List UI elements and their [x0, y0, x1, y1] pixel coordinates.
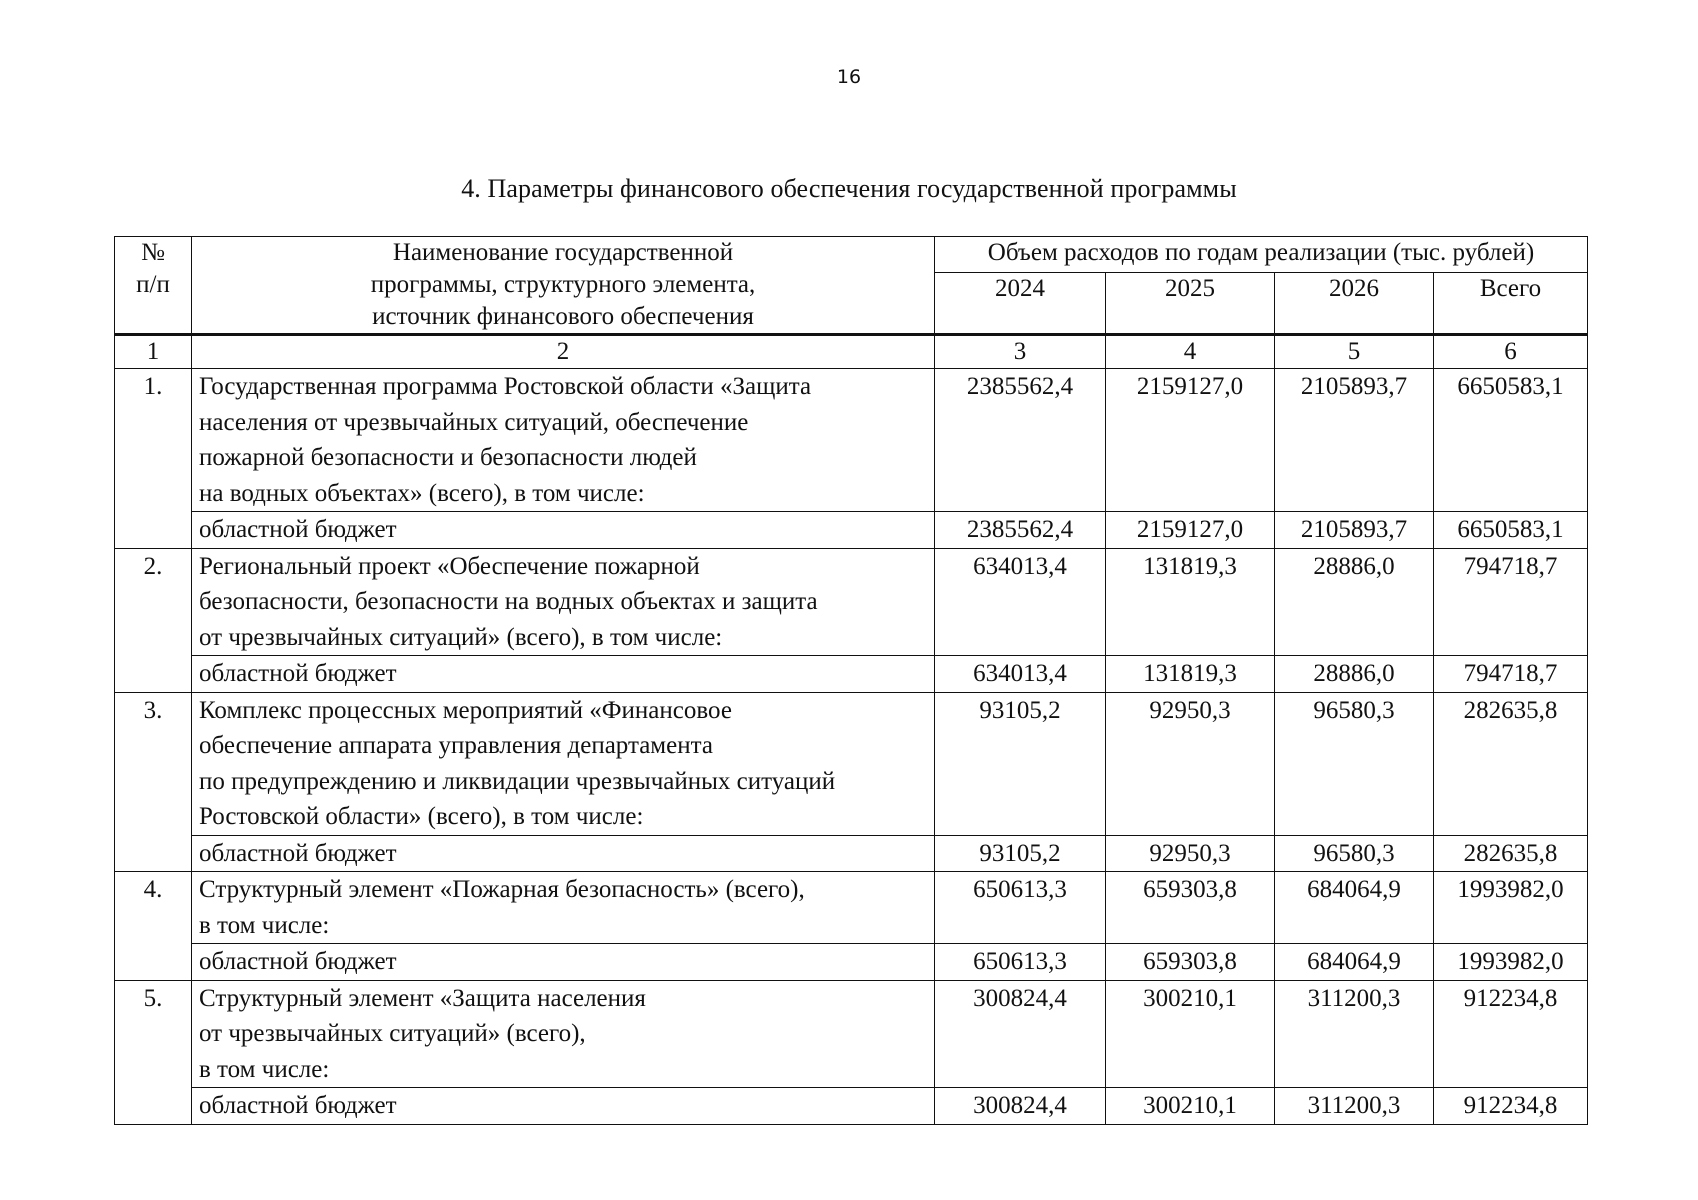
- row-name-line: Региональный проект «Обеспечение пожарной: [199, 552, 700, 580]
- budget-source-value: 311200,3: [1275, 1088, 1434, 1125]
- table-row: [115, 369, 1588, 512]
- budget-source-value: 131819,3: [1106, 656, 1275, 693]
- table-row-subtotal: [115, 512, 1588, 549]
- header-name-col: [192, 237, 935, 335]
- header-total: Всего: [1434, 273, 1588, 335]
- budget-source-value: 1993982,0: [1434, 944, 1588, 981]
- row-value: 2159127,0: [1106, 369, 1275, 512]
- page-number: 16: [836, 66, 862, 88]
- budget-source-label: областной бюджет: [192, 835, 935, 872]
- row-name-line: Структурный элемент «Пожарная безопасность» (всего),: [199, 876, 805, 903]
- header-name-line: источник финансового обеспечения: [372, 303, 754, 330]
- budget-source-value: 2385562,4: [935, 512, 1106, 549]
- column-number: 3: [935, 335, 1106, 369]
- row-value: 92950,3: [1106, 692, 1275, 835]
- row-name-line: в том числе:: [199, 1055, 330, 1083]
- header-year-2024: 2024: [935, 273, 1106, 335]
- header-volume-group: Объем расходов по годам реализации (тыс. рублей): [935, 237, 1588, 273]
- row-name: [192, 548, 935, 656]
- row-value: 659303,8: [1106, 872, 1275, 944]
- table-row: [115, 548, 1588, 656]
- row-value: 912234,8: [1434, 980, 1588, 1088]
- header-year-2026: 2026: [1275, 273, 1434, 335]
- header-number-col: [115, 237, 192, 335]
- row-name: [192, 980, 935, 1088]
- table-row-subtotal: [115, 1088, 1588, 1125]
- header-number-abbr: п/п: [136, 271, 170, 298]
- table-row: [115, 980, 1588, 1088]
- budget-source-value: 92950,3: [1106, 835, 1275, 872]
- row-value: 93105,2: [935, 692, 1106, 835]
- budget-source-label: областной бюджет: [192, 656, 935, 693]
- row-name-line: Ростовской области» (всего), в том числе:: [199, 803, 644, 830]
- row-value: 282635,8: [1434, 692, 1588, 835]
- row-value: 650613,3: [935, 872, 1106, 944]
- column-number: 2: [192, 335, 935, 369]
- budget-source-value: 659303,8: [1106, 944, 1275, 981]
- column-number: 1: [115, 335, 192, 369]
- budget-source-value: 2105893,7: [1275, 512, 1434, 549]
- row-number: 1.: [115, 369, 192, 549]
- row-number: 5.: [115, 980, 192, 1124]
- budget-source-value: 794718,7: [1434, 656, 1588, 693]
- row-name: [192, 872, 935, 944]
- row-value: 28886,0: [1275, 548, 1434, 656]
- budget-source-value: 96580,3: [1275, 835, 1434, 872]
- row-value: 96580,3: [1275, 692, 1434, 835]
- row-value: 6650583,1: [1434, 369, 1588, 512]
- column-numbers-row: [115, 335, 1588, 369]
- row-name-line: от чрезвычайных ситуаций» (всего), в том числе:: [199, 623, 723, 651]
- budget-source-value: 2159127,0: [1106, 512, 1275, 549]
- row-name-line: пожарной безопасности и безопасности людей: [199, 444, 697, 471]
- section-title: 4. Параметры финансового обеспечения государственной программы: [461, 174, 1237, 203]
- column-number: 6: [1434, 335, 1588, 369]
- column-number: 5: [1275, 335, 1434, 369]
- row-name: [192, 369, 935, 512]
- row-name-line: Государственная программа Ростовской области «Защита: [199, 373, 812, 400]
- row-value: 300210,1: [1106, 980, 1275, 1088]
- row-value: 684064,9: [1275, 872, 1434, 944]
- row-name-line: Комплекс процессных мероприятий «Финансовое: [199, 696, 732, 724]
- row-value: 311200,3: [1275, 980, 1434, 1088]
- row-value: 634013,4: [935, 548, 1106, 656]
- budget-source-value: 6650583,1: [1434, 512, 1588, 549]
- row-name-line: на водных объектах» (всего), в том числе:: [199, 479, 645, 507]
- row-value: 2105893,7: [1275, 369, 1434, 512]
- budget-source-value: 300824,4: [935, 1088, 1106, 1125]
- header-number-symbol: №: [141, 239, 165, 266]
- financing-table: [114, 236, 1588, 1125]
- row-value: 2385562,4: [935, 369, 1106, 512]
- budget-source-value: 650613,3: [935, 944, 1106, 981]
- row-name-line: от чрезвычайных ситуаций» (всего),: [199, 1020, 586, 1047]
- row-value: 794718,7: [1434, 548, 1588, 656]
- row-name: [192, 692, 935, 835]
- row-name-line: безопасности, безопасности на водных объектах и защита: [199, 588, 818, 615]
- budget-source-value: 684064,9: [1275, 944, 1434, 981]
- table-row: [115, 872, 1588, 944]
- row-value: 131819,3: [1106, 548, 1275, 656]
- row-name-line: обеспечение аппарата управления департамента: [199, 732, 713, 759]
- column-number: 4: [1106, 335, 1275, 369]
- budget-source-value: 93105,2: [935, 835, 1106, 872]
- budget-source-value: 282635,8: [1434, 835, 1588, 872]
- row-number: 2.: [115, 548, 192, 692]
- row-number: 3.: [115, 692, 192, 872]
- row-name-line: Структурный элемент «Защита населения: [199, 984, 646, 1012]
- row-number: 4.: [115, 872, 192, 981]
- row-value: 300824,4: [935, 980, 1106, 1088]
- header-name-line: Наименование государственной: [392, 239, 734, 266]
- header-name-line: программы, структурного элемента,: [370, 271, 756, 298]
- budget-source-value: 634013,4: [935, 656, 1106, 693]
- budget-source-value: 912234,8: [1434, 1088, 1588, 1125]
- header-year-2025: 2025: [1106, 273, 1275, 335]
- budget-source-label: областной бюджет: [192, 512, 935, 549]
- row-name-line: по предупреждению и ликвидации чрезвычайных ситуаций: [199, 767, 836, 795]
- table-row-subtotal: [115, 656, 1588, 693]
- budget-source-label: областной бюджет: [192, 944, 935, 981]
- budget-source-value: 28886,0: [1275, 656, 1434, 693]
- row-name-line: в том числе:: [199, 911, 330, 939]
- budget-source-label: областной бюджет: [192, 1088, 935, 1125]
- table-row: [115, 692, 1588, 835]
- table-row-subtotal: [115, 944, 1588, 981]
- budget-source-value: 300210,1: [1106, 1088, 1275, 1125]
- table-row-subtotal: [115, 835, 1588, 872]
- row-name-line: населения от чрезвычайных ситуаций, обеспечение: [199, 408, 749, 436]
- table-header: [115, 237, 1588, 369]
- row-value: 1993982,0: [1434, 872, 1588, 944]
- table-body: [115, 369, 1588, 1125]
